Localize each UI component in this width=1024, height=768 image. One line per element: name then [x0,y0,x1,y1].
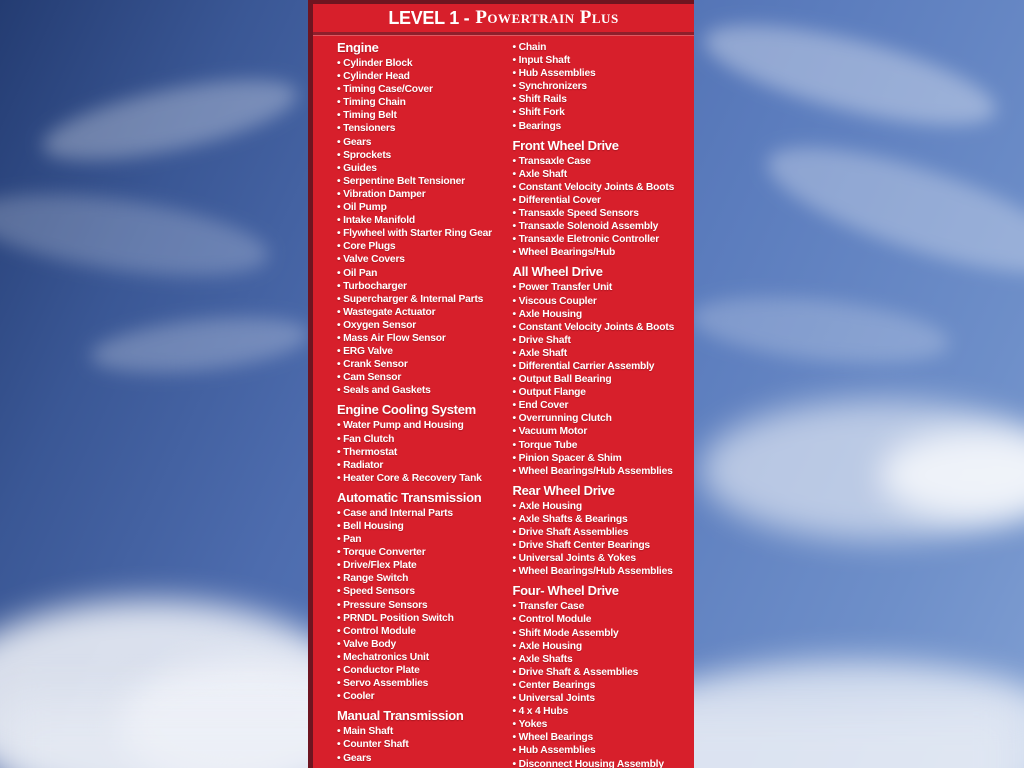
list-item: • Axle Shafts & Bearings [513,513,694,526]
list-item: • Sprockets [337,149,513,162]
section-item-list [513,600,694,768]
section-header: All Wheel Drive [512,264,603,280]
list-item: • Oil Pan [337,267,513,280]
section-item-list [337,57,513,397]
section-header: Engine Cooling System [337,402,476,418]
list-item: • Shift Fork [513,106,694,119]
list-item: • Differential Carrier Assembly [513,360,694,373]
list-item: • 4 x 4 Hubs [513,705,694,718]
list-item: • Turbocharger [337,280,513,293]
list-item: • Transaxle Solenoid Assembly [513,220,694,233]
section-header: Automatic Transmission [337,489,482,505]
section-item-list [513,281,694,477]
list-item: • Guides [337,162,513,175]
list-item: • Drive Shaft [513,334,694,347]
cirrus-cloud [88,309,312,382]
list-item: • Core Plugs [337,240,513,253]
list-item: • Disconnect Housing Assembly [513,758,694,768]
list-item: • Torque Tube [513,439,694,452]
list-item: • Universal Joints & Yokes [513,552,694,565]
list-item: • Drive Shaft & Assemblies [513,666,694,679]
list-item: • Range Switch [337,572,513,585]
list-item: • Gears [337,136,513,149]
list-item: • PRNDL Position Switch [337,612,513,625]
list-item: • Wheel Bearings/Hub Assemblies [513,465,694,478]
list-item: • Transaxle Speed Sensors [513,207,694,220]
cirrus-cloud [755,123,1024,298]
list-item: • Overrunning Clutch [513,412,694,425]
list-item: • Wheel Bearings/Hub Assemblies [513,565,694,578]
list-item: • Water Pump and Housing [337,419,513,432]
list-item: • Mass Air Flow Sensor [337,332,513,345]
list-item: • Axle Shaft [513,168,694,181]
section-item-list [513,500,694,579]
column-left [337,39,513,768]
list-item: • Case and Internal Parts [337,507,513,520]
section-header: Rear Wheel Drive [512,482,615,498]
list-item: • Torque Converter [337,546,513,559]
list-item: • Cooler [337,690,513,703]
list-item: • Universal Joints [513,692,694,705]
list-item: • ERG Valve [337,345,513,358]
list-item: • Cam Sensor [337,371,513,384]
section-item-list [513,155,694,260]
list-item: • Heater Core & Recovery Tank [337,472,513,485]
list-item: • Thermostat [337,446,513,459]
list-item: • Center Bearings [513,679,694,692]
list-item: • Transfer Case [513,600,694,613]
list-item: • End Cover [513,399,694,412]
list-item: • Pinion Spacer & Shim [513,452,694,465]
section-item-list [337,725,513,764]
list-item: • Shift Mode Assembly [513,627,694,640]
list-item: • Drive Shaft Center Bearings [513,539,694,552]
section [513,478,694,579]
list-item: • Differential Cover [513,194,694,207]
card-title [313,4,694,35]
section [513,41,694,133]
section [337,397,513,484]
section-item-list [337,419,513,484]
list-item: • Control Module [337,625,513,638]
powertrain-plus-card [308,0,694,768]
list-item: • Transaxle Eletronic Controller [513,233,694,246]
list-item: • Timing Chain [337,96,513,109]
list-item: • Synchronizers [513,80,694,93]
cirrus-cloud [37,64,304,177]
cirrus-cloud [696,5,1004,145]
list-item: • Pan [337,533,513,546]
list-item: • Bearings [513,120,694,133]
list-item: • Crank Sensor [337,358,513,371]
list-item: • Viscous Coupler [513,295,694,308]
section-item-list [337,507,513,703]
section [337,485,513,703]
list-item: • Fan Clutch [337,433,513,446]
list-item: • Cylinder Head [337,70,513,83]
section-header: Front Wheel Drive [512,137,619,153]
list-item: • Power Transfer Unit [513,281,694,294]
list-item: • Timing Belt [337,109,513,122]
card-title-level: LEVEL 1 - [388,7,470,28]
list-item: • Axle Housing [513,308,694,321]
section [337,703,513,764]
list-item: • Hub Assemblies [513,67,694,80]
list-item: • Counter Shaft [337,738,513,751]
list-item: • Axle Housing [513,640,694,653]
list-item: • Axle Housing [513,500,694,513]
list-item: • Supercharger & Internal Parts [337,293,513,306]
list-item: • Conductor Plate [337,664,513,677]
column-right [513,39,694,768]
list-item: • Bell Housing [337,520,513,533]
list-item: • Transaxle Case [513,155,694,168]
list-item: • Timing Case/Cover [337,83,513,96]
list-item: • Main Shaft [337,725,513,738]
list-item: • Cylinder Block [337,57,513,70]
list-item: • Axle Shafts [513,653,694,666]
list-item: • Intake Manifold [337,214,513,227]
section-header: Manual Transmission [337,708,464,724]
list-item: • Shift Rails [513,93,694,106]
list-item: • Wheel Bearings/Hub [513,246,694,259]
list-item: • Output Flange [513,386,694,399]
list-item: • Servo Assemblies [337,677,513,690]
list-item: • Serpentine Belt Tensioner [337,175,513,188]
list-item: • Yokes [513,718,694,731]
section [513,578,694,768]
section-header: Engine [337,40,379,55]
list-item: • Pressure Sensors [337,599,513,612]
list-item: • Constant Velocity Joints & Boots [513,181,694,194]
cirrus-cloud [688,287,953,374]
list-item: • Control Module [513,613,694,626]
list-item: • Hub Assemblies [513,744,694,757]
list-item: • Drive Shaft Assemblies [513,526,694,539]
list-item: • Output Ball Bearing [513,373,694,386]
list-item: • Wheel Bearings [513,731,694,744]
list-item: • Valve Body [337,638,513,651]
section [513,133,694,260]
list-item: • Speed Sensors [337,585,513,598]
section-header: Four- Wheel Drive [512,583,619,599]
list-item: • Tensioners [337,122,513,135]
list-item: • Mechatronics Unit [337,651,513,664]
list-item: • Vacuum Motor [513,425,694,438]
card-title-name: Powertrain Plus [475,7,619,28]
list-item: • Vibration Damper [337,188,513,201]
card-columns [313,35,694,768]
list-item: • Flywheel with Starter Ring Gear [337,227,513,240]
list-item: • Gears [337,752,513,765]
list-item: • Axle Shaft [513,347,694,360]
list-item: • Oxygen Sensor [337,319,513,332]
list-item: • Radiator [337,459,513,472]
list-item: • Drive/Flex Plate [337,559,513,572]
list-item: • Seals and Gaskets [337,384,513,397]
section [513,259,694,477]
list-item: • Oil Pump [337,201,513,214]
list-item: • Input Shaft [513,54,694,67]
cirrus-cloud [0,179,273,290]
section [337,39,513,397]
list-item: • Wastegate Actuator [337,306,513,319]
section-item-list [513,41,694,133]
list-item: • Chain [513,41,694,54]
list-item: • Valve Covers [337,253,513,266]
list-item: • Constant Velocity Joints & Boots [513,321,694,334]
